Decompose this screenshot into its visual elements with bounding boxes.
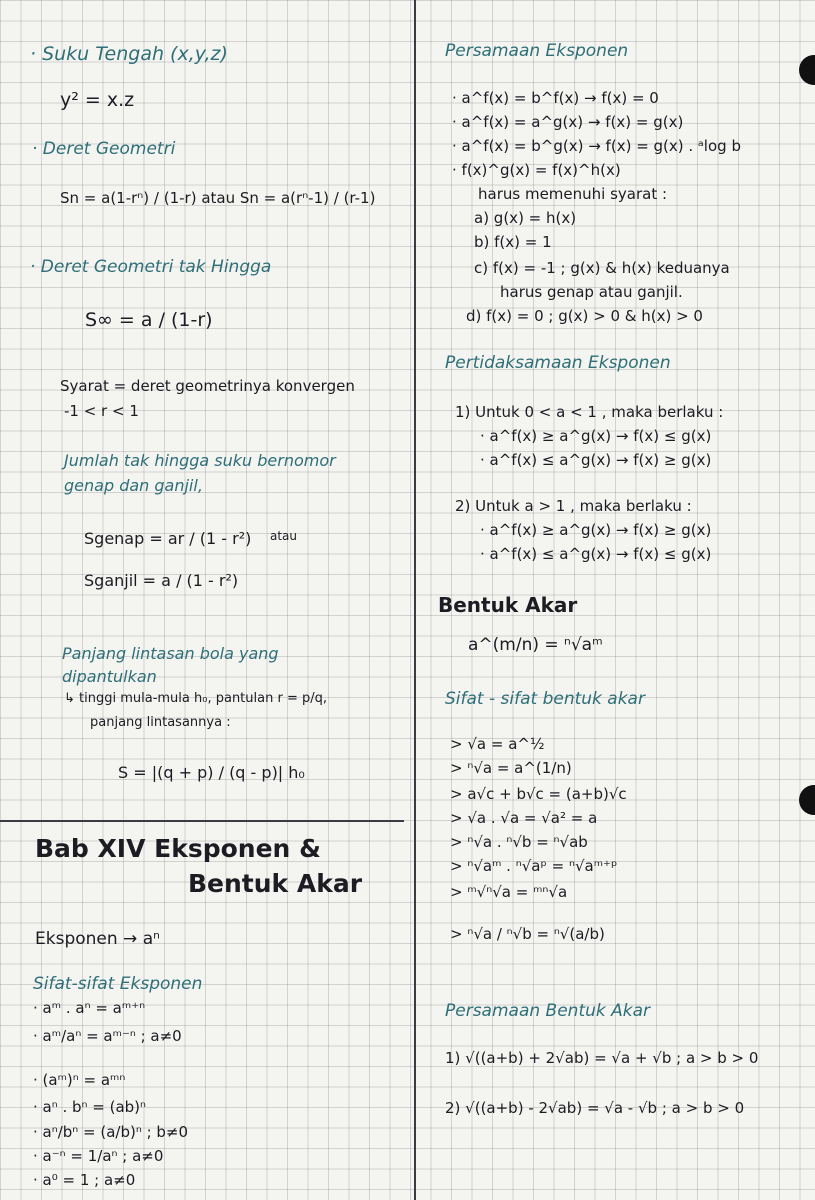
eksponen-definition: Eksponen → aⁿ xyxy=(35,929,160,949)
syarat-condition: a) g(x) = h(x) xyxy=(474,209,577,227)
sifat-eksponen-item: · aⁿ . bⁿ = (ab)ⁿ xyxy=(33,1098,147,1116)
sifat-eksponen-item: · aⁿ/bⁿ = (a/b)ⁿ ; b≠0 xyxy=(33,1123,189,1141)
formula-panjang-lintasan: S = |(q + p) / (q - p)| h₀ xyxy=(118,763,305,782)
syarat-condition: b) f(x) = 1 xyxy=(474,233,552,251)
persamaan-eksponen-item: · f(x)^g(x) = f(x)^h(x) xyxy=(452,161,621,179)
formula-bentuk-akar: a^(m/n) = ⁿ√aᵐ xyxy=(468,635,603,655)
pertidaksamaan-case: 2) Untuk a > 1 , maka berlaku : xyxy=(455,497,692,515)
pertidaksamaan-item: · a^f(x) ≥ a^g(x) → f(x) ≥ g(x) xyxy=(480,521,712,539)
syarat-line: Syarat = deret geometrinya konvergen xyxy=(60,377,355,395)
chapter-title: Bab XIV Eksponen & xyxy=(35,834,321,863)
pertidaksamaan-item: · a^f(x) ≤ a^g(x) → f(x) ≤ g(x) xyxy=(480,545,712,563)
atau-label: atau xyxy=(270,529,298,543)
pertidaksamaan-case: 1) Untuk 0 < a < 1 , maka berlaku : xyxy=(455,403,724,421)
formula-suku-tengah: y² = x.z xyxy=(60,89,135,111)
sifat-eksponen-item: · aᵐ . aⁿ = aᵐ⁺ⁿ xyxy=(33,999,146,1017)
pertidaksamaan-item: · a^f(x) ≥ a^g(x) → f(x) ≤ g(x) xyxy=(480,427,712,445)
heading-deret-tak-hingga: · Deret Geometri tak Hingga xyxy=(30,257,272,277)
syarat-condition: d) f(x) = 0 ; g(x) > 0 & h(x) > 0 xyxy=(466,307,703,325)
persamaan-akar-item: 1) √((a+b) + 2√ab) = √a + √b ; a > b > 0 xyxy=(445,1049,759,1067)
heading-sifat-eksponen: Sifat-sifat Eksponen xyxy=(33,974,203,994)
heading-suku-tengah: · Suku Tengah (x,y,z) xyxy=(30,43,228,65)
heading-pertidaksamaan: Pertidaksamaan Eksponen xyxy=(445,353,671,373)
heading-jumlah-2: genap dan ganjil, xyxy=(64,476,203,495)
heading-persamaan-eksponen: Persamaan Eksponen xyxy=(445,41,629,61)
heading-persamaan-akar: Persamaan Bentuk Akar xyxy=(445,1001,651,1021)
syarat-condition: c) f(x) = -1 ; g(x) & h(x) keduanya xyxy=(474,259,730,277)
persamaan-eksponen-item: · a^f(x) = a^g(x) → f(x) = g(x) xyxy=(452,113,684,131)
persamaan-eksponen-item: · a^f(x) = b^g(x) → f(x) = g(x) . ᵃlog b xyxy=(452,137,741,155)
heading-sifat-akar: Sifat - sifat bentuk akar xyxy=(445,689,645,709)
section-divider-horizontal xyxy=(0,820,404,822)
sifat-akar-item: > √a . √a = √a² = a xyxy=(450,809,598,827)
heading-bentuk-akar: Bentuk Akar xyxy=(438,593,578,617)
sifat-akar-item: > a√c + b√c = (a+b)√c xyxy=(450,785,627,803)
sifat-eksponen-item: · a⁰ = 1 ; a≠0 xyxy=(33,1171,136,1189)
chapter-title-2: Bentuk Akar xyxy=(188,869,363,898)
heading-deret-geometri: · Deret Geometri xyxy=(32,139,176,159)
syarat-range: -1 < r < 1 xyxy=(64,402,139,420)
formula-deret-tak-hingga: S∞ = a / (1-r) xyxy=(85,309,213,331)
heading-panjang-lintasan-2: dipantulkan xyxy=(62,667,157,686)
sifat-akar-item: > √a = a^½ xyxy=(450,735,545,753)
sifat-akar-item: > ᵐ√ⁿ√a = ᵐⁿ√a xyxy=(450,883,568,901)
binder-hole xyxy=(799,785,815,815)
sifat-eksponen-item: · (aᵐ)ⁿ = aᵐⁿ xyxy=(33,1071,126,1089)
persamaan-eksponen-item: · a^f(x) = b^f(x) → f(x) = 0 xyxy=(452,89,659,107)
persamaan-akar-item: 2) √((a+b) - 2√ab) = √a - √b ; a > b > 0 xyxy=(445,1099,745,1117)
pertidaksamaan-item: · a^f(x) ≤ a^g(x) → f(x) ≥ g(x) xyxy=(480,451,712,469)
sifat-eksponen-item: · a⁻ⁿ = 1/aⁿ ; a≠0 xyxy=(33,1147,164,1165)
sifat-akar-item: > ⁿ√a . ⁿ√b = ⁿ√ab xyxy=(450,833,588,851)
panjang-desc: ↳ tinggi mula-mula h₀, pantulan r = p/q, xyxy=(64,691,327,706)
formula-s-genap: Sgenap = ar / (1 - r²) xyxy=(84,529,252,548)
syarat-condition: harus genap atau ganjil. xyxy=(500,283,683,301)
sifat-akar-item: > ⁿ√a = a^(1/n) xyxy=(450,759,572,777)
formula-s-ganjil: Sganjil = a / (1 - r²) xyxy=(84,571,239,590)
page-divider-vertical xyxy=(414,0,416,1200)
sifat-eksponen-item: · aᵐ/aⁿ = aᵐ⁻ⁿ ; a≠0 xyxy=(33,1027,182,1045)
sifat-akar-item: > ⁿ√a / ⁿ√b = ⁿ√(a/b) xyxy=(450,925,605,943)
formula-deret-geometri: Sn = a(1-rⁿ) / (1-r) atau Sn = a(rⁿ-1) / (r-1) xyxy=(60,189,376,207)
heading-jumlah: Jumlah tak hingga suku bernomor xyxy=(64,451,336,470)
heading-panjang-lintasan: Panjang lintasan bola yang xyxy=(62,644,279,663)
sifat-akar-item: > ⁿ√aᵐ . ⁿ√aᵖ = ⁿ√aᵐ⁺ᵖ xyxy=(450,857,618,875)
syarat-label: harus memenuhi syarat : xyxy=(478,185,668,203)
panjang-desc-2: panjang lintasannya : xyxy=(90,715,231,730)
binder-hole xyxy=(799,55,815,85)
